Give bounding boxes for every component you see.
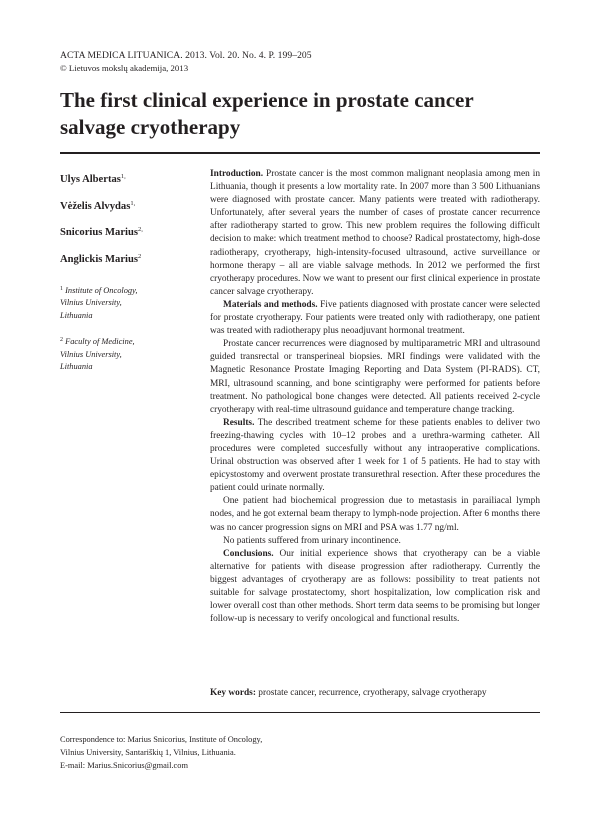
abstract [210,168,540,626]
keywords: Key words: prostate cancer, recurrence, cryotherapy, salvage cryotherapy [210,688,487,698]
author-4: Anglickis Marius$^2$ [60,252,142,265]
authors-column [60,173,200,373]
affiliation-2: $^2$ Faculty of Medicine, Vilnius University, Lithuania [60,337,135,372]
article-title: The first clinical experience in prostate cancer salvage cryotherapy [60,88,474,139]
abstract-methods-2: Prostate cancer recurrences were diagnosed by multiparametric MRI and ultrasound guided transrectal or transperineal biopsies. MRI findings were validated with the Magnetic Resonance Prostate Imaging Reporting and Data System (PI-RADS). CT, MRI, ultrasound scanning, and bone scintigraphy were performed for patients before treatment. No pathological bone changes were detected. All patients received 2-cycle cryotherapy with real-time ultrasound guidance and temperature change tracking. [210,339,540,415]
title-rule [60,152,540,154]
abstract-results: Results. The described treatment scheme for these patients enables to deliver two freezing-thawing cycles with 10–12 probes and a urethra-warming catheter. All procedures were completed succesfully without any intraoperative complications. Urinal obstruction was observed after 1 week for 1 of 5 patients. He had to stay with epicystostomy and overwent prostate transurethral resection. After these procedures the patient could urinate normally. [210,417,540,494]
correspondence-email: E-mail: Marius.Snicorius@gmail.com [60,761,188,770]
abstract-results-2: One patient had biochemical progression due to metastasis in parailiacal lymph nodes, and he got external beam therapy to lymph-node projection. After 6 months there was no cancer progression signs on MRI and PSA was 1.77 ng/ml. [210,496,540,533]
abstract-conclusions: Conclusions. Our initial experience shows that cryotherapy can be a viable alternative for patients with disease progression after radiotherapy. Currently the biggest advantages of cryotherapy are as follows: possibility to treat patients not suitable for salvage prostatectomy, short hospitalization, low complication risk and lower overall cost than other methods. Short term data seems to be promising but longer follow-up is necessary to verify oncological and functional results. [210,548,540,625]
author-3: Snicorius Marius$^{2,}$ [60,226,143,238]
journal-header: ACTA MEDICA LITUANICA. 2013. Vol. 20. No. 4. P. 199–205 [60,50,312,61]
abstract-introduction: Introduction. Prostate cancer is the most common malignant neoplasia among men in Lithuania, though it presents a low mortality rate. In 2007 more than 3 500 Lithuanians were diagnosed with prostate cancer. Many patients were treated with radiotherapy. Unfortunately, after several years the number of cases of prostate cancer recurrence after radiotherapy started to grow. This new problem requires the following difficult decision to make: which treatment method to choose? Radical prostatectomy, high-dose radiotherapy, cryotherapy, high-intensity-focused ultrasound, active surveillance or hormone therapy – all are viable salvage methods. In 2012 we performed the first cryotherapy procedures. Now we want to present our first clinical experience in prostate cancer salvage cryotherapy. [210,169,540,297]
footer-rule [60,712,540,713]
correspondence: Correspondence to: Marius Snicorius, Institute of Oncology, Vilnius University, Santariškių 1, Vilnius, Lithuania. E-mail: Marius.Snicorius@gmail.com [60,735,263,770]
author-1: Ulys Albertas$^{1,}$ [60,173,126,185]
affiliation-1: $^1$ Institute of Oncology, Vilnius University, Lithuania [60,286,138,320]
author-2: Vėželis Alvydas$^{1,}$ [60,199,136,212]
abstract-methods: Materials and methods. Five patients diagnosed with prostate cancer were selected for prostate cryotherapy. Four patients were treated only with radiotherapy, one patient was treated with radiotherapy plus neoadjuvant hormonal treatment. [210,299,540,337]
copyright-line: © Lietuvos mokslų akademija, 2013 [60,63,189,73]
abstract-results-3: No patients suffered from urinary incontinence. [223,535,401,546]
